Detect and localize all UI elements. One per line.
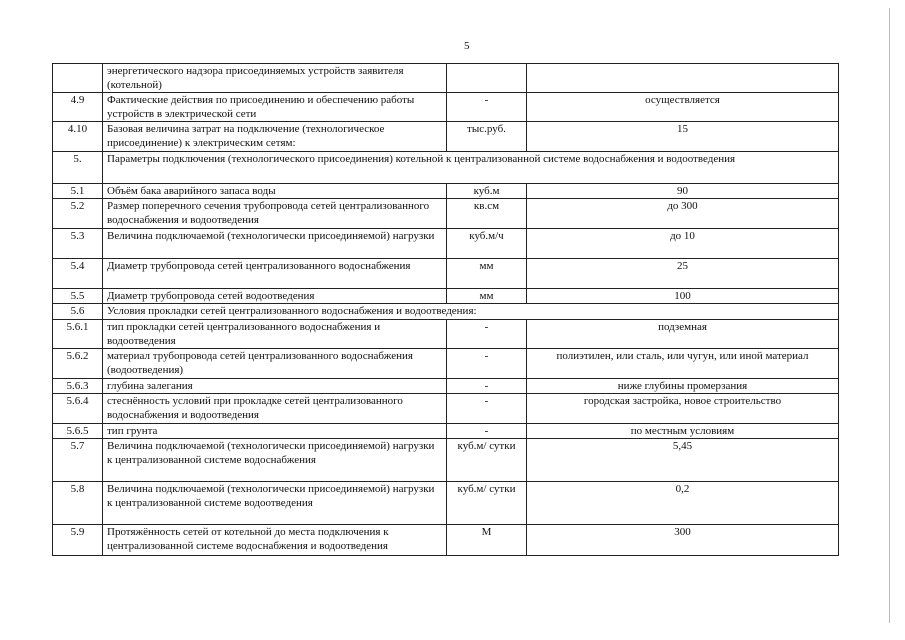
parameter-name-cell: Величина подключаемой (технологически присоединяемой) нагрузки к централизованной системе водоотведения [103,482,447,525]
table-row [53,229,839,259]
table-row [53,482,839,525]
row-number-cell: 5.1 [53,184,103,199]
value-cell: до 10 [527,229,839,259]
row-number-cell: 5.9 [53,525,103,556]
parameter-name-cell: Размер поперечного сечения трубопровода сетей централизованного водоснабжения и водоотведения [103,199,447,229]
value-cell: городская застройка, новое строительство [527,394,839,424]
table-row [53,184,839,199]
parameter-name-cell: тип прокладки сетей централизованного водоснабжения и водоотведения [103,320,447,349]
row-number-cell: 5.6.3 [53,379,103,394]
row-number-cell: 5.6.5 [53,424,103,439]
parameter-name-cell: Величина подключаемой (технологически присоединяемой) нагрузки к централизованной системе водоснабжения [103,439,447,482]
unit-cell: - [447,424,527,439]
row-number-cell: 5. [53,152,103,184]
value-cell: 0,2 [527,482,839,525]
table-row [53,64,839,93]
table-row [53,320,839,349]
parameter-name-cell: энергетического надзора присоединяемых устройств заявителя (котельной) [103,64,447,93]
unit-cell: тыс.руб. [447,122,527,152]
unit-cell: куб.м/ч [447,229,527,259]
table-row [53,199,839,229]
row-number-cell: 5.6.1 [53,320,103,349]
unit-cell: куб.м/ сутки [447,482,527,525]
row-number-cell: 5.8 [53,482,103,525]
table-row [53,349,839,379]
row-number-cell: 4.9 [53,93,103,122]
section-heading-cell: Параметры подключения (технологического присоединения) котельной к централизованной системе водоснабжения и водоотведения [103,152,839,184]
row-number-cell: 5.5 [53,289,103,304]
parameter-name-cell: стеснённость условий при прокладке сетей централизованного водоснабжения и водоотведения [103,394,447,424]
table-row [53,424,839,439]
value-cell: полиэтилен, или сталь, или чугун, или иной материал [527,349,839,379]
table-row [53,259,839,289]
row-number-cell: 5.6 [53,304,103,320]
row-number-cell: 5.6.4 [53,394,103,424]
parameter-name-cell: материал трубопровода сетей централизованного водоснабжения (водоотведения) [103,349,447,379]
unit-cell: - [447,379,527,394]
section-heading-cell: Условия прокладки сетей централизованного водоснабжения и водоотведения: [103,304,839,320]
row-number-cell: 5.6.2 [53,349,103,379]
value-cell: 300 [527,525,839,556]
table-row [53,93,839,122]
unit-cell: - [447,349,527,379]
value-cell: 100 [527,289,839,304]
page-number: 5 [464,40,470,52]
table-row [53,525,839,556]
table-row [53,394,839,424]
page-edge-line [889,8,890,623]
parameter-name-cell: Величина подключаемой (технологически присоединяемой) нагрузки [103,229,447,259]
parameter-name-cell: тип грунта [103,424,447,439]
value-cell: до 300 [527,199,839,229]
unit-cell: куб.м [447,184,527,199]
unit-cell: М [447,525,527,556]
value-cell: 15 [527,122,839,152]
value-cell: ниже глубины промерзания [527,379,839,394]
parameter-name-cell: Диаметр трубопровода сетей водоотведения [103,289,447,304]
value-cell: 90 [527,184,839,199]
row-number-cell [53,64,103,93]
row-number-cell: 5.3 [53,229,103,259]
row-number-cell: 4.10 [53,122,103,152]
unit-cell [447,64,527,93]
value-cell: 25 [527,259,839,289]
table-row [53,122,839,152]
unit-cell: куб.м/ сутки [447,439,527,482]
parameter-name-cell: Объём бака аварийного запаса воды [103,184,447,199]
parameter-name-cell: Диаметр трубопровода сетей централизованного водоснабжения [103,259,447,289]
parameter-name-cell: Фактические действия по присоединению и обеспечению работы устройств в электрической сети [103,93,447,122]
value-cell: по местным условиям [527,424,839,439]
parameters-table [52,63,839,556]
unit-cell: мм [447,259,527,289]
table-row [53,379,839,394]
parameter-name-cell: Протяжённость сетей от котельной до места подключения к централизованной системе водоснабжения и водоотведения [103,525,447,556]
value-cell: подземная [527,320,839,349]
unit-cell: кв.см [447,199,527,229]
row-number-cell: 5.2 [53,199,103,229]
unit-cell: - [447,320,527,349]
table-row [53,439,839,482]
table-row [53,152,839,184]
row-number-cell: 5.4 [53,259,103,289]
unit-cell: мм [447,289,527,304]
unit-cell: - [447,394,527,424]
value-cell: 5,45 [527,439,839,482]
table-row [53,289,839,304]
parameter-name-cell: глубина залегания [103,379,447,394]
table-row [53,304,839,320]
value-cell: осуществляется [527,93,839,122]
unit-cell: - [447,93,527,122]
row-number-cell: 5.7 [53,439,103,482]
value-cell [527,64,839,93]
parameter-name-cell: Базовая величина затрат на подключение (технологическое присоединение) к электрическим сетям: [103,122,447,152]
